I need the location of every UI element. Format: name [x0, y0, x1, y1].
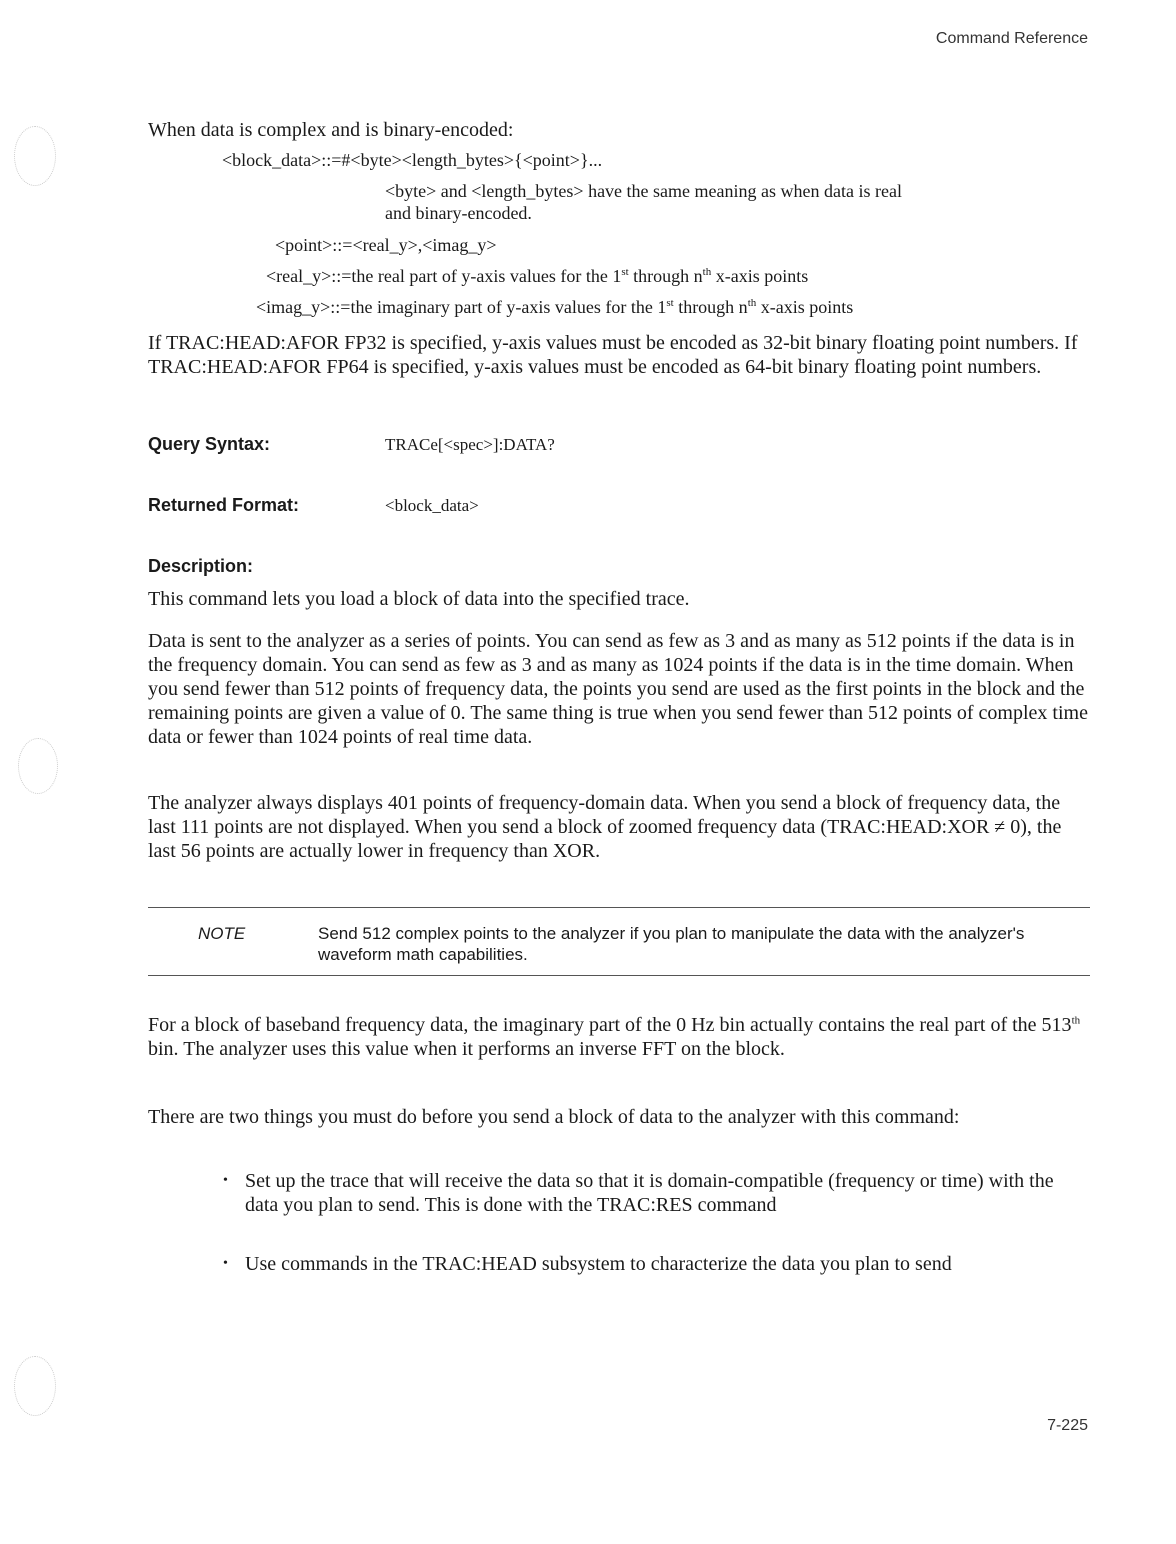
- bullet-2-text: Use commands in the TRAC:HEAD subsystem to characterize the data you plan to send: [245, 1253, 952, 1275]
- note-label: NOTE: [198, 924, 246, 943]
- note-top-rule: [148, 907, 1090, 908]
- punch-hole-bottom: [14, 1356, 56, 1416]
- byte-note-line1: <byte> and <length_bytes> have the same meaning as when data is real: [385, 181, 902, 201]
- query-syntax-label: Query Syntax:: [148, 434, 271, 454]
- note-bottom-rule: [148, 975, 1090, 976]
- returned-format-value: <block_data>: [385, 496, 479, 515]
- description-paragraph-3: The analyzer always displays 401 points of frequency-domain data. When you send a block of frequency data, the last 111 points are not displayed. When you send a block of zoomed frequency data (TRAC:HEAD:XOR ≠ 0), the last 56 points are actually lower in frequency than XOR.: [148, 792, 1062, 862]
- punch-hole-top: [14, 126, 56, 186]
- encoding-paragraph: If TRAC:HEAD:AFOR FP32 is specified, y-axis values must be encoded as 32-bit binary floating point numbers. If TRAC:HEAD:AFOR FP64 is specified, y-axis values must be encoded as 64-bit binary floating point numbers.: [148, 332, 1078, 378]
- baseband-paragraph: For a block of baseband frequency data, the imaginary part of the 0 Hz bin actually contains the real part of the 513th bin. The analyzer uses this value when it performs an inverse FFT on the block.: [148, 1014, 1081, 1060]
- returned-format-label: Returned Format:: [148, 495, 300, 515]
- point-definition: <point>::=<real_y>,<imag_y>: [275, 235, 497, 255]
- running-header: Command Reference: [935, 30, 1088, 47]
- description-heading: Description:: [148, 556, 254, 576]
- note-text: Send 512 complex points to the analyzer if you plan to manipulate the data with the analyzer's waveform math capabilities.: [318, 924, 1025, 964]
- bullet-1-text: Set up the trace that will receive the data so that it is domain-compatible (frequency or time) with the data you plan to send. This is done with the TRAC:RES command: [245, 1170, 1054, 1216]
- complex-binary-lead: When data is complex and is binary-encoded:: [148, 119, 514, 141]
- bullet-2-dot: •: [223, 1256, 228, 1271]
- page-number: 7-225: [1047, 1417, 1088, 1434]
- description-paragraph-2: Data is sent to the analyzer as a series of points. You can send as few as 3 and as many as 512 points if the data is in the frequency domain. You can send as few as 3 and as many as 1024 points if the data is in the time domain. When you send fewer than 512 points of frequency data, the points you send are used as the first points in the block and the remaining points are given a value of 0. The same thing is true when you send fewer than 512 points of complex time data or fewer than 1024 points of real time data.: [148, 630, 1088, 748]
- description-paragraph-1: This command lets you load a block of data into the specified trace.: [148, 588, 690, 610]
- query-syntax-value: TRACe[<spec>]:DATA?: [385, 435, 555, 454]
- block-data-definition: <block_data>::=#<byte><length_bytes>{<point>}...: [222, 150, 603, 170]
- prereq-intro: There are two things you must do before you send a block of data to the analyzer with this command:: [148, 1106, 960, 1128]
- imag-y-definition: <imag_y>::=the imaginary part of y-axis values for the 1st through $n^{th}$ x-axis points: [256, 297, 854, 317]
- byte-note-line2: and binary-encoded.: [385, 203, 532, 223]
- bullet-1-dot: •: [223, 1173, 228, 1188]
- real-y-definition: <real_y>::=the real part of y-axis values for the 1st through $n^{th}$ x-axis points: [266, 266, 809, 286]
- punch-hole-middle: [18, 738, 58, 794]
